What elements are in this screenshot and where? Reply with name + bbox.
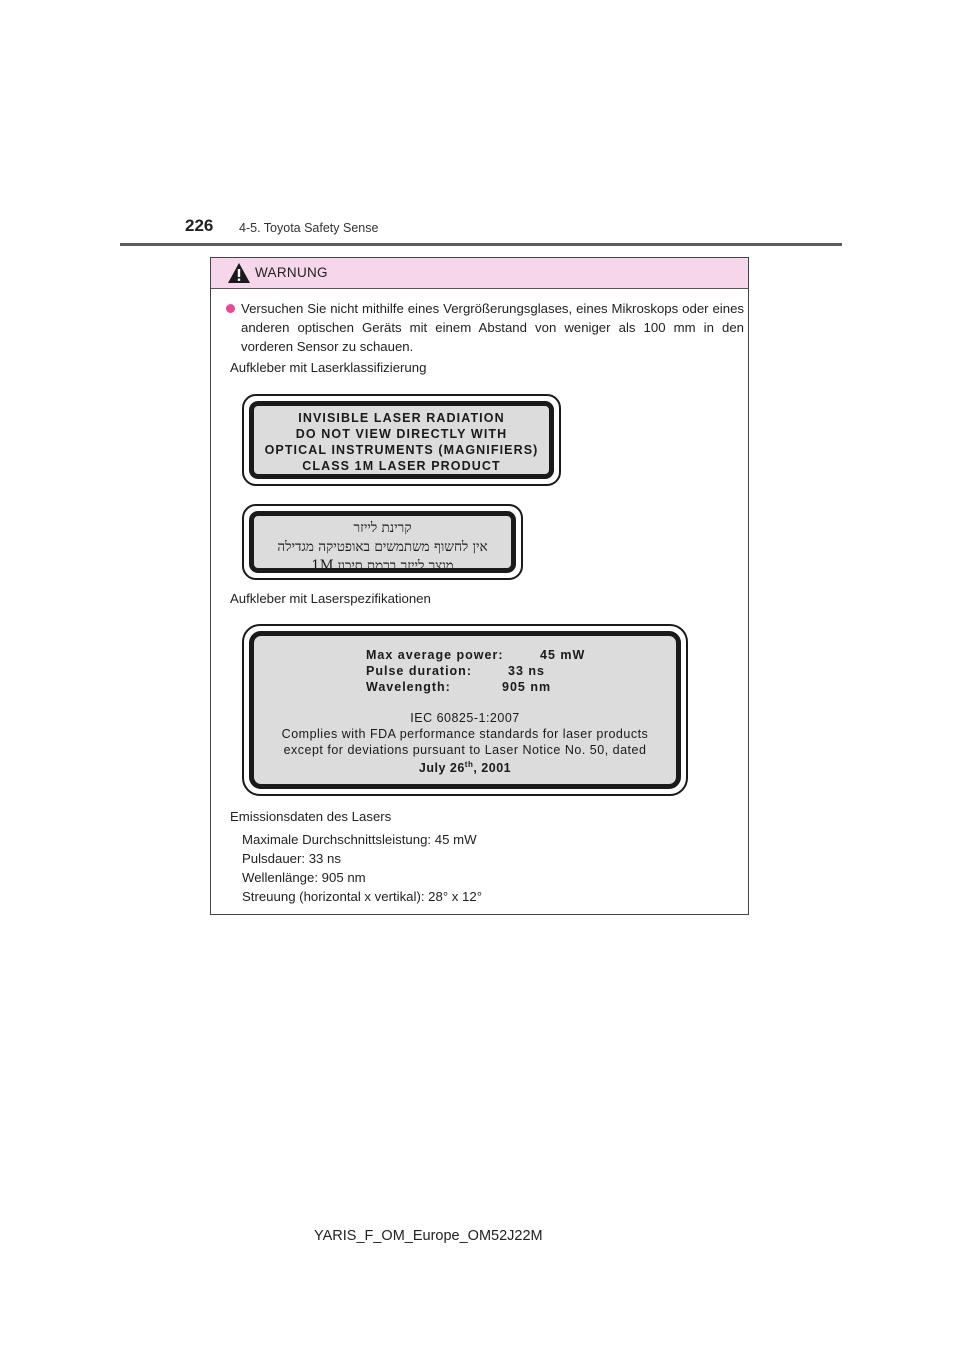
emission-line: Pulsdauer: 33 ns [242, 851, 341, 866]
warning-bullet-text: Versuchen Sie nicht mithilfe eines Vergrößerungsglases, eines Mikroskops oder eines anderen optischen Geräts mit einem Abstand von weniger als 100 mm in den vorderen Sensor zu schauen. [241, 301, 744, 354]
emission-line: Streuung (horizontal x vertikal): 28° x 12° [242, 889, 482, 904]
classification-heading: Aufkleber mit Laserklassifizierung [230, 360, 427, 375]
spec-value: 45 mW [540, 648, 586, 662]
label-en-line: CLASS 1M LASER PRODUCT [302, 459, 501, 473]
spec-key: Pulse duration: [366, 664, 472, 678]
spec-compliance-line: Complies with FDA performance standards for laser products [281, 727, 649, 741]
warning-box [210, 257, 749, 915]
header-rule [120, 243, 842, 246]
spec-key: Max average power: [366, 648, 504, 662]
warning-title: WARNUNG [255, 265, 328, 280]
footer-doc-id: YARIS_F_OM_Europe_OM52J22M [314, 1228, 543, 1244]
spec-compliance-line: except for deviations pursuant to Laser Notice No. 50, dated [283, 743, 647, 757]
emission-line: Wellenlänge: 905 nm [242, 870, 366, 885]
label-en-line: OPTICAL INSTRUMENTS (MAGNIFIERS) [264, 443, 539, 457]
specification-label [242, 624, 688, 796]
emission-data-list [242, 830, 482, 906]
spec-standard: IEC 60825-1:2007 [410, 711, 520, 725]
spec-date-prefix: July 26 [418, 761, 465, 776]
emission-line: Maximale Durchschnittsleistung: 45 mW [242, 832, 477, 847]
specification-label-inner [249, 631, 681, 789]
spec-value: 33 ns [508, 664, 545, 678]
warning-triangle-icon [227, 262, 251, 284]
spec-key: Wavelength: [366, 680, 451, 694]
label-he-line: מוצר לייזר ברמת סיכון 1M [311, 558, 454, 574]
page-number: 226 [185, 216, 214, 235]
classification-label-en-inner [249, 401, 554, 479]
spec-date-sup: th [464, 760, 474, 769]
label-en-line: DO NOT VIEW DIRECTLY WITH [295, 427, 508, 441]
label-he-line: אין לחשוף משתמשים באופטיקה מגדילה [277, 539, 488, 555]
section-title: 4-5. Toyota Safety Sense [239, 221, 379, 235]
emission-heading: Emissionsdaten des Lasers [230, 809, 392, 824]
spec-value: 905 nm [502, 680, 552, 694]
classification-label-he-inner [249, 511, 516, 573]
warning-header [211, 258, 748, 289]
label-en-line: INVISIBLE LASER RADIATION [298, 411, 505, 425]
classification-label-he [242, 504, 523, 580]
spec-heading: Aufkleber mit Laserspezifikationen [230, 591, 431, 606]
classification-label-en [242, 394, 561, 486]
spec-date [254, 757, 676, 776]
spec-date-suffix: , 2001 [473, 761, 512, 776]
bullet-dot [226, 304, 235, 313]
label-he-line: קרינת לייזר [353, 520, 412, 536]
